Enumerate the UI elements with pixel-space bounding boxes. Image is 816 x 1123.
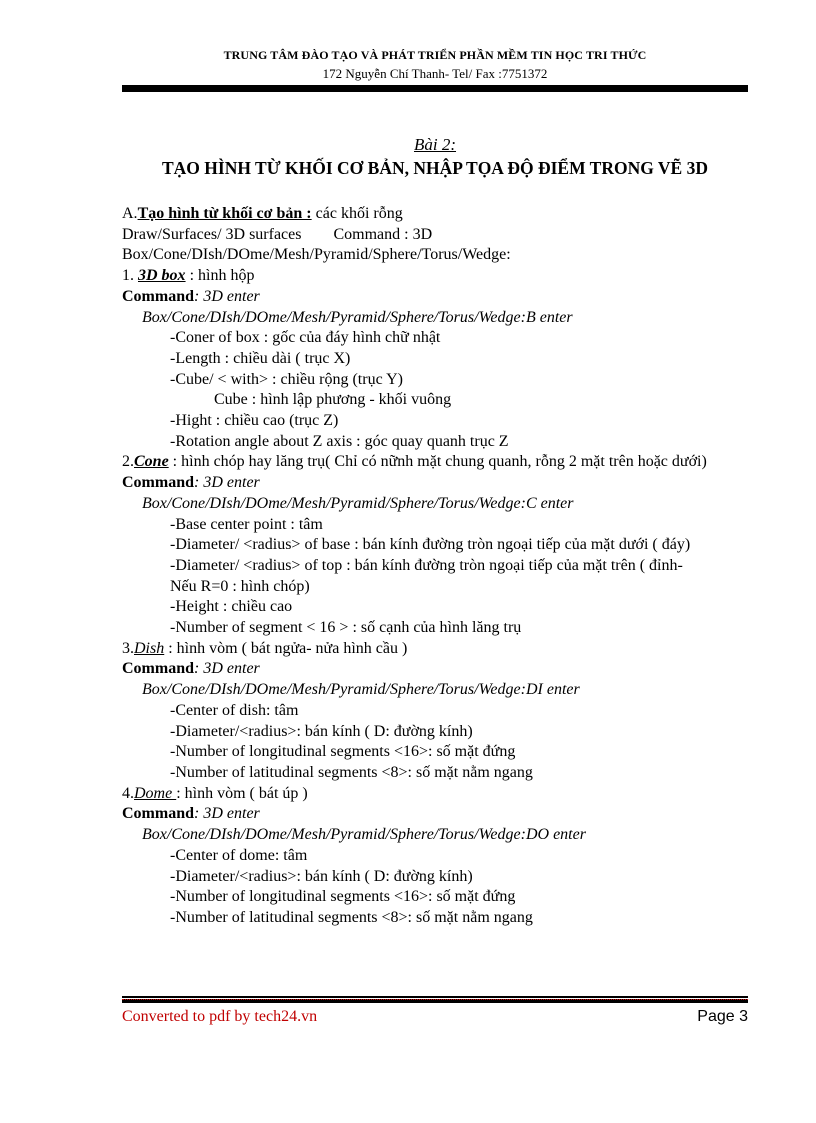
document-body xyxy=(122,204,752,929)
param-subline: Cube : hình lập phương - khối vuông xyxy=(214,391,452,409)
section-a-title: Tạo hình từ khối cơ bản : xyxy=(137,205,312,222)
param-line: -Number of longitudinal segments <16>: số mặt đứng xyxy=(170,888,516,906)
param-line: -Diameter/<radius>: bán kính ( D: đường kính) xyxy=(170,867,473,885)
item-desc: : hình vòm ( bát ngửa- nửa hình cầu ) xyxy=(164,639,408,657)
menu-path: Draw/Surfaces/ 3D surfaces xyxy=(122,225,302,243)
command-prompt: Box/Cone/DIsh/DOme/Mesh/Pyramid/Sphere/Torus/Wedge:C enter xyxy=(142,494,574,512)
item-number: 1. xyxy=(122,267,138,285)
lesson-label: Bài 2: xyxy=(413,135,457,154)
footer-converted-note: Converted to pdf by tech24.vn xyxy=(122,1008,318,1025)
command-label: Command xyxy=(122,805,195,823)
command-line xyxy=(122,659,752,680)
item-box-heading xyxy=(122,266,752,287)
section-a-rest: các khối rỗng xyxy=(311,205,403,222)
command-prompt: Box/Cone/DIsh/DOme/Mesh/Pyramid/Sphere/Torus/Wedge:DI enter xyxy=(142,681,580,699)
command-label: Command xyxy=(122,660,195,678)
param-line: -Center of dome: tâm xyxy=(170,846,308,864)
item-desc: : hình vòm ( bát úp ) xyxy=(176,784,308,802)
command-line xyxy=(122,287,752,308)
item-name: 3D box xyxy=(138,267,186,285)
param-line: Nếu R=0 : hình chóp) xyxy=(170,577,310,595)
param-line: -Number of longitudinal segments <16>: số mặt đứng xyxy=(170,743,516,761)
param-line: -Number of latitudinal segments <8>: số mặt nằm ngang xyxy=(170,908,533,926)
item-number: 4. xyxy=(122,784,134,802)
command-label: Command xyxy=(122,287,195,305)
item-name: Dish xyxy=(134,639,165,657)
item-desc: : hình hộp xyxy=(185,267,255,285)
param-line: -Hight : chiều cao (trục Z) xyxy=(170,412,339,430)
param-line: -Coner of box : gốc của đáy hình chữ nhật xyxy=(170,329,441,347)
command-value: : 3D enter xyxy=(194,287,260,305)
header-address: 172 Nguyễn Chí Thanh- Tel/ Fax :7751372 xyxy=(322,66,548,81)
options-line: Box/Cone/DIsh/DOme/Mesh/Pyramid/Sphere/Torus/Wedge: xyxy=(122,246,511,264)
menu-path-line xyxy=(122,225,752,246)
param-line: -Diameter/ <radius> of base : bán kính đường tròn ngoại tiếp của mặt dưới ( đáy) xyxy=(170,536,691,554)
param-line: -Number of segment < 16 > : số cạnh của hình lăng trụ xyxy=(170,619,522,637)
param-line: -Base center point : tâm xyxy=(170,515,323,533)
param-line: -Diameter/ <radius> of top : bán kính đường tròn ngoại tiếp của mặt trên ( đỉnh- xyxy=(170,556,683,574)
command-value: : 3D enter xyxy=(194,805,260,823)
param-line: -Length : chiều dài ( trục X) xyxy=(170,349,351,367)
command-inline: Command : 3D xyxy=(333,225,433,243)
param-line: -Rotation angle about Z axis : góc quay quanh trục Z xyxy=(170,432,509,450)
command-line xyxy=(122,804,752,825)
command-prompt: Box/Cone/DIsh/DOme/Mesh/Pyramid/Sphere/Torus/Wedge:DO enter xyxy=(142,826,586,844)
command-label: Command xyxy=(122,474,195,492)
command-value: : 3D enter xyxy=(194,660,260,678)
item-number: 3. xyxy=(122,639,134,657)
param-line: -Cube/ < with> : chiều rộng (trục Y) xyxy=(170,370,403,388)
item-name: Dome xyxy=(134,784,177,802)
page-number: Page 3 xyxy=(697,1008,748,1025)
param-line: -Number of latitudinal segments <8>: số mặt nằm ngang xyxy=(170,763,533,781)
item-name: Cone xyxy=(134,453,169,471)
command-prompt: Box/Cone/DIsh/DOme/Mesh/Pyramid/Sphere/Torus/Wedge:B enter xyxy=(142,308,573,326)
header-organization: TRUNG TÂM ĐÀO TẠO VÀ PHÁT TRIỂN PHẦN MỀM TIN HỌC TRI THỨC xyxy=(223,48,647,62)
item-dish-heading xyxy=(122,639,752,660)
item-dome-heading xyxy=(122,784,752,805)
section-a-heading xyxy=(122,204,752,225)
item-desc: : hình chóp hay lăng trụ( Chỉ có nữnh mặt chung quanh, rỗng 2 mặt trên hoặc dưới) xyxy=(168,453,707,471)
command-line xyxy=(122,473,752,494)
param-line: -Height : chiều cao xyxy=(170,598,293,616)
page-title: TẠO HÌNH TỪ KHỐI CƠ BẢN, NHẬP TỌA ĐỘ ĐIỂM TRONG VẼ 3D xyxy=(162,158,708,178)
item-cone-heading xyxy=(122,452,752,473)
param-line: -Center of dish: tâm xyxy=(170,701,299,719)
item-number: 2. xyxy=(122,453,134,471)
section-a-prefix: A. xyxy=(122,205,138,222)
command-value: : 3D enter xyxy=(194,474,260,492)
footer-divider xyxy=(122,996,748,1003)
header-divider xyxy=(122,85,748,92)
param-line: -Diameter/<radius>: bán kính ( D: đường kính) xyxy=(170,722,473,740)
